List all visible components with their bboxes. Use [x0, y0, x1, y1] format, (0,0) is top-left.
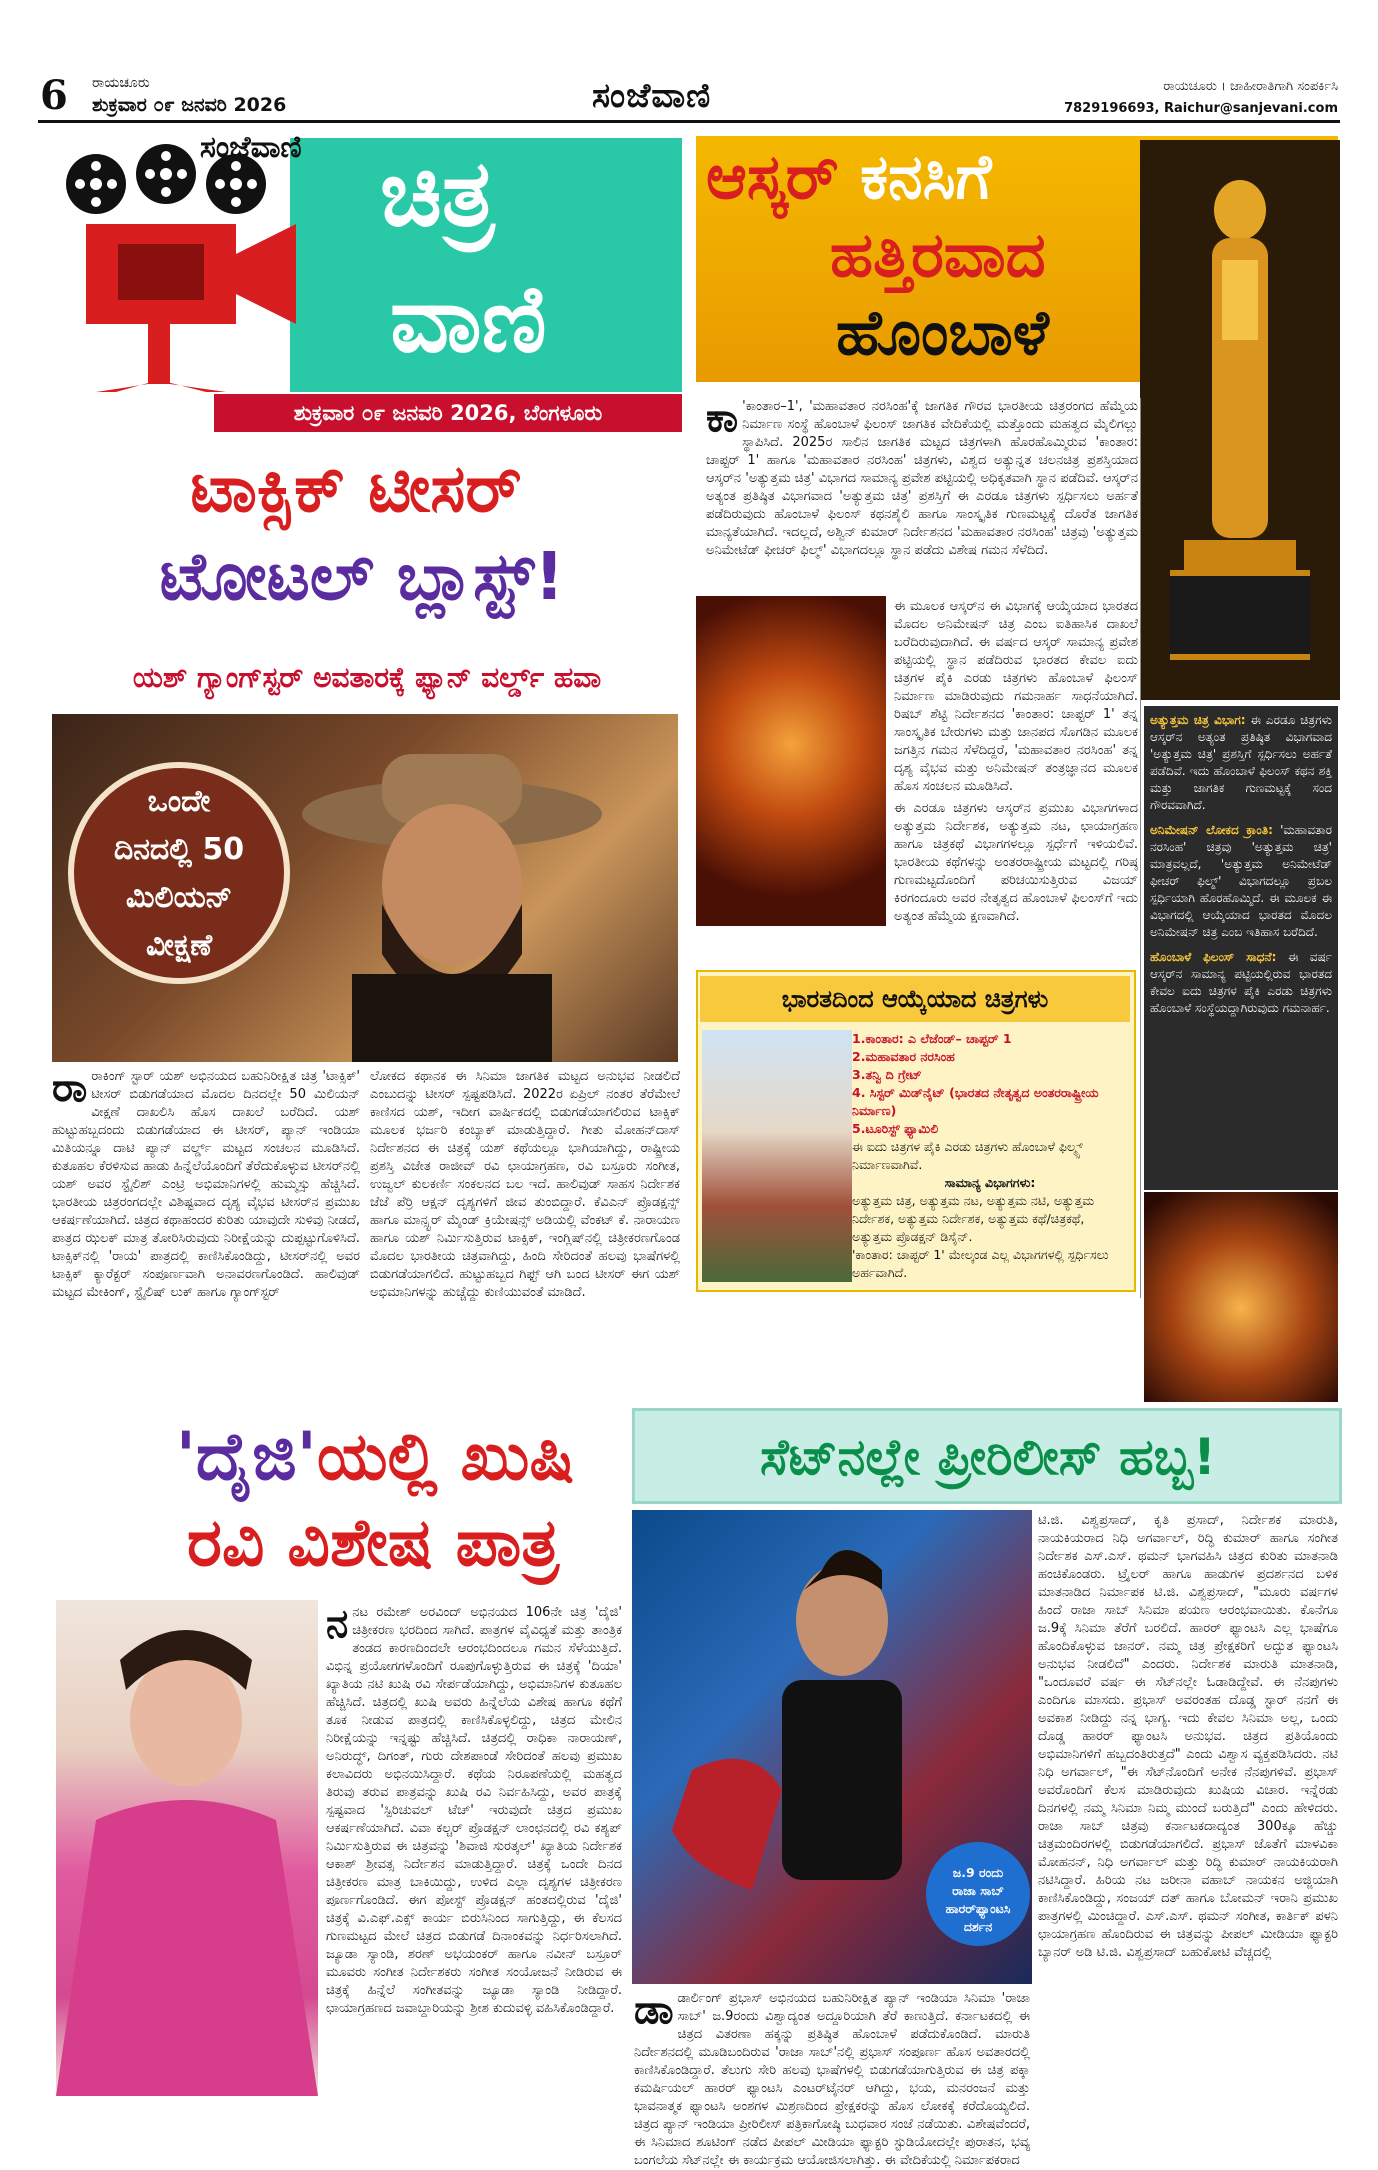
badge-line: ವೀಕ್ಷಣೆ — [145, 928, 213, 963]
badge-line: ಮಿಲಿಯನ್ — [125, 880, 233, 915]
list-item: 1.ಕಾಂತಾರ: ಎ ಲೆಜೆಂಡ್– ಚಾಪ್ಟರ್ 1 — [852, 1031, 1012, 1046]
toxic-column1 — [52, 1064, 360, 1390]
oscar-headline-line3: ಹೊಂಬಾಳೆ — [836, 296, 1049, 369]
setnalle-dropcap: ಡಾ — [634, 1986, 674, 2033]
sidebar-text-hombale: ಈ ವರ್ಷ ಆಸ್ಕರ್‌ನ ಸಾಮಾನ್ಯ ಪಟ್ಟಿಯಲ್ಲಿರುವ ಭಾರತದ ಕೇವಲ ಐದು ಚಿತ್ರಗಳ ಪೈಕಿ ಎರಡು ಚಿತ್ರಗಳು ಹೊಂಬಾಳೆ ಸಂಸ್ಥೆಯದ್ದಾಗಿರುವುದು ಗಮನಾರ್ಹ. — [1150, 950, 1332, 1015]
oscar-headline-line2: ಹತ್ತಿರವಾದ — [830, 218, 1046, 291]
masthead: ಸಂಜೆವಾಣಿ — [592, 76, 712, 116]
list-item: 5.ಟೂರಿಸ್ಟ್ ಫ್ಯಾಮಿಲಿ — [852, 1121, 939, 1136]
india-films-categories: ಅತ್ಯುತ್ತಮ ಚಿತ್ರ, ಅತ್ಯುತ್ತಮ ನಟ, ಅತ್ಯುತ್ತಮ ನಟಿ, ಅತ್ಯುತ್ತಮ ನಿರ್ದೇಶಕ, ಅತ್ಯುತ್ತಮ ನಿರ್ದೇಶಕ, ಅತ್ಯುತ್ತಮ ಕಥೆ/ಚಿತ್ರಕಥೆ, ಅತ್ಯುತ್ತಮ ಪ್ರೊಡಕ್ಷನ್ ಡಿಸೈನ್. — [852, 1193, 1095, 1244]
chitravani-date-strip: ಶುಕ್ರವಾರ ೦೯ ಜನವರಿ 2026, ಬೆಂಗಳೂರು — [214, 394, 682, 432]
daiji-article — [326, 1600, 622, 2134]
sidebar-heading-hombale: ಹೊಂಬಾಳೆ ಫಿಲಂಸ್ ಸಾಧನೆ: — [1150, 950, 1277, 964]
daiji-body-text: ನಟ ರಮೇಶ್ ಅರವಿಂದ್ ಅಭಿನಯದ 106ನೇ ಚಿತ್ರ 'ದೈಜಿ' ಚಿತ್ರೀಕರಣ ಭರದಿಂದ ಸಾಗಿದೆ. ಪಾತ್ರಗಳ ವೈವಿಧ್ಯತೆ ಮತ್ತು ತಾಂತ್ರಿಕ ತಂಡದ ಕಾರಣದಿಂದಲೇ ಆರಂಭದಿಂದಲೂ ಗಮನ ಸೆಳೆಯುತ್ತಿದೆ. ವಿಭಿನ್ನ ಪ್ರಯೋಗಗಳೊಂದಿಗೆ ರೂಪುಗೊಳ್ಳುತ್ತಿರುವ ಈ ಚಿತ್ರಕ್ಕೆ 'ದಿಯಾ' ಖ್ಯಾತಿಯ ನಟಿ ಖುಷಿ ರವಿ ಸೇರ್ಪಡೆಯಾಗಿದ್ದು, ಅಭಿಮಾನಿಗಳ ಕುತೂಹಲ ಹೆಚ್ಚಿಸಿದೆ. ಚಿತ್ರದಲ್ಲಿ ಖುಷಿ ಅವರು ಹಿನ್ನೆಲೆಯ ವಿಶೇಷ ಹಾಗೂ ಕಥೆಗೆ ತೂಕ ನೀಡುವ ಪಾತ್ರದಲ್ಲಿ ಕಾಣಿಸಿಕೊಳ್ಳಲಿದ್ದು, ಚಿತ್ರದ ಮೇಲಿನ ನಿರೀಕ್ಷೆಯನ್ನು ಇನ್ನಷ್ಟು ಹೆಚ್ಚಿಸಿದೆ. ಚಿತ್ರದಲ್ಲಿ ರಾಧಿಕಾ ನಾರಾಯಣ್, ಅನಿರುದ್ಧ್, ದಿಗಂತ್, ಗುರು ದೇಶಪಾಂಡೆ ಸೇರಿದಂತೆ ಹಲವು ಪ್ರಮುಖ ಕಲಾವಿದರು ಅಭಿನಯಿಸಿದ್ದಾರೆ. ಕಥೆಯ ನಿರೂಪಣೆಯಲ್ಲಿ ಮಹತ್ವದ ತಿರುವು ತರುವ ಪಾತ್ರವನ್ನು ಖುಷಿ ರವಿ ನಿರ್ವಹಿಸಿದ್ದು, ಅವರ ಪಾತ್ರಕ್ಕೆ ಸ್ಪಷ್ಟವಾದ 'ಸ್ಪಿರಿಚುವಲ್ ಟೆಚ್' ಇರುವುದೇ ಚಿತ್ರದ ಪ್ರಮುಖ ಆಕರ್ಷಣೆಯಾಗಿದೆ. ವಿವಾ ಕಲ್ಚರ್ ಪ್ರೊಡಕ್ಷನ್ ಲಾಂಛನದಲ್ಲಿ ರವಿ ಕಶ್ಯಪ್ ನಿರ್ಮಿಸುತ್ತಿರುವ ಈ ಚಿತ್ರವನ್ನು 'ಶಿವಾಜಿ ಸುರತ್ಕಲ್' ಖ್ಯಾತಿಯ ನಿರ್ದೇಶಕ ಆಕಾಶ್ ಶ್ರೀವತ್ಸ ನಿರ್ದೇಶನ ಮಾಡುತ್ತಿದ್ದಾರೆ. ಚಿತ್ರಕ್ಕೆ ಒಂದೇ ದಿನದ ಚಿತ್ರೀಕರಣ ಮಾತ್ರ ಬಾಕಿಯಿದ್ದು, ಉಳಿದ ಎಲ್ಲಾ ದೃಶ್ಯಗಳ ಚಿತ್ರೀಕರಣ ಪೂರ್ಣಗೊಂಡಿದೆ. ಈಗ ಪೋಸ್ಟ್ ಪ್ರೊಡಕ್ಷನ್ ಹಂತದಲ್ಲಿರುವ 'ದೈಜಿ' ಚಿತ್ರಕ್ಕೆ ವಿ.ಎಫ್.ಎಕ್ಸ್ ಕಾರ್ಯ ಬಿರುಸಿನಿಂದ ಸಾಗುತ್ತಿದ್ದು, ಈ ಕೆಲಸದ ಗುಣಮಟ್ಟದ ಮೇಲೆ ಚಿತ್ರದ ಬಿಡುಗಡೆ ದಿನಾಂಕವನ್ನು ನಿರ್ಧರಿಸಲಾಗಿದೆ. ಜ್ಯೂಡಾ ಸ್ಯಾಂಡಿ, ಶರಣ್ ಅಭಯಂಕರ್ ಹಾಗೂ ನವೀನ್ ಬಸ್ರೂರ್ ಮೂವರು ಸಂಗೀತ ನಿರ್ದೇಶಕರು ಸಂಗೀತ ಸಂಯೋಜನೆ ನೀಡಿರುವ ಈ ಚಿತ್ರಕ್ಕೆ ಹಿನ್ನೆಲೆ ಸಂಗೀತವನ್ನು ಜ್ಯೂಡಾ ಸ್ಯಾಂಡಿ ನೀಡಿದ್ದಾರೆ. ಛಾಯಾಗ್ರಹಣದ ಜವಾಬ್ದಾರಿಯನ್ನು ಶ್ರೀಶ ಕುದುವಳ್ಳಿ ವಹಿಸಿಕೊಂಡಿದ್ದಾರೆ. — [326, 1605, 622, 2016]
narasimha-poster-image — [1144, 1192, 1338, 1402]
oscar-statue-image — [1140, 140, 1340, 700]
chitravani-banner — [50, 130, 682, 392]
khushi-ravi-photo — [56, 1600, 318, 2096]
header-dateline — [92, 72, 286, 116]
list-item: 2.ಮಹಾವತಾರ ನರಸಿಂಹ — [852, 1049, 955, 1064]
toxic-subheadline: ಯಶ್ ಗ್ಯಾಂಗ್‌ಸ್ಟರ್ ಅವತಾರಕ್ಕೆ ಫ್ಯಾನ್ ವರ್ಲ್ಡ್ ಹವಾ — [132, 661, 602, 694]
sidebar-text-best-picture: ಈ ಎರಡೂ ಚಿತ್ರಗಳು ಆಸ್ಕರ್‌ನ ಅತ್ಯಂತ ಪ್ರತಿಷ್ಠಿತ ವಿಭಾಗವಾದ 'ಅತ್ಯುತ್ತಮ ಚಿತ್ರ' ಪ್ರಶಸ್ತಿಗೆ ಸ್ಪರ್ಧಿಸಲು ಅರ್ಹತೆ ಪಡೆದಿವೆ. ಇದು ಹೊಂಬಾಳೆ ಫಿಲಂಸ್ ಕಥನ ಶಕ್ತಿ ಮತ್ತು ಜಾಗತಿಕ ಗುಣಮಟ್ಟಕ್ಕೆ ಸಂದ ಗೌರವವಾಗಿದೆ. — [1150, 713, 1332, 812]
film-camera-icon — [56, 144, 306, 392]
oscar-body-text: 'ಕಾಂತಾರ–1', 'ಮಹಾವತಾರ ನರಸಿಂಹ'ಕ್ಕೆ ಜಾಗತಿಕ ಗೌರವ ಭಾರತೀಯ ಚಿತ್ರರಂಗದ ಹೆಮ್ಮೆಯ ನಿರ್ಮಾಣ ಸಂಸ್ಥೆ ಹೊಂಬಾಳೆ ಫಿಲಂಸ್ ಜಾಗತಿಕ ವೇದಿಕೆಯಲ್ಲಿ ಮತ್ತೊಂದು ಮಹತ್ವದ ಮೈಲಿಗಲ್ಲು ಸ್ಥಾಪಿಸಿದೆ. 2025ರ ಸಾಲಿನ ಜಾಗತಿಕ ಮಟ್ಟದ ಚಿತ್ರಗಳಾಗಿ ಹೊರಹೊಮ್ಮಿರುವ 'ಕಾಂತಾರ: ಚಾಪ್ಟರ್ 1' ಹಾಗೂ 'ಮಹಾವತಾರ ನರಸಿಂಹ' ಚಿತ್ರಗಳು, ವಿಶ್ವದ ಅತ್ಯುನ್ನತ ಚಲನಚಿತ್ರ ಪ್ರಶಸ್ತಿಯಾದ ಆಸ್ಕರ್‌ನ 'ಅತ್ಯುತ್ತಮ ಚಿತ್ರ' ವಿಭಾಗದ ಸಾಮಾನ್ಯ ಪ್ರವೇಶ ಪಟ್ಟಿಯಲ್ಲಿ ಅಧಿಕೃತವಾಗಿ ಸ್ಥಾನ ಪಡೆದಿವೆ. ಆಸ್ಕರ್‌ನ ಅತ್ಯಂತ ಪ್ರತಿಷ್ಠಿತ ವಿಭಾಗವಾದ 'ಅತ್ಯುತ್ತಮ ಚಿತ್ರ' ಪ್ರಶಸ್ತಿಗೆ ಈ ಎರಡೂ ಚಿತ್ರಗಳು ಸ್ಪರ್ಧಿಸಲು ಅರ್ಹತೆ ಪಡೆದಿರುವುದು ಹೊಂಬಾಳೆ ಫಿಲಂಸ್ ಕಥನಶೈಲಿ ಹಾಗೂ ಸಾಂಸ್ಕೃತಿಕ ಗುಣಮಟ್ಟಕ್ಕೆ ದೊರೆತ ಜಾಗತಿಕ ಮಾನ್ಯತೆಯಾಗಿದೆ. ಇದಲ್ಲದೆ, ಅಶ್ವಿನ್ ಕುಮಾರ್ ನಿರ್ದೇಶನದ 'ಮಹಾವತಾರ ನರಸಿಂಹ' ಚಿತ್ರವು 'ಅತ್ಯುತ್ತಮ ಅನಿಮೇಟೆಡ್ ಫೀಚರ್ ಫಿಲ್ಮ್' ವಿಭಾಗದಲ್ಲೂ ಸ್ಥಾನ ಪಡೆದು ವಿಶೇಷ ಗಮನ ಸೆಳೆದಿದೆ. — [706, 399, 1138, 558]
india-films-footnote: 'ಕಾಂತಾರ: ಚಾಪ್ಟರ್ 1' ಮೇಲ್ಕಂಡ ಎಲ್ಲ ವಿಭಾಗಗಳಲ್ಲಿ ಸ್ಪರ್ಧಿಸಲು ಅರ್ಹವಾಗಿದೆ. — [852, 1247, 1109, 1280]
oscar-dropcap: ಕಾ — [706, 394, 739, 441]
header-rule — [38, 120, 1340, 123]
toxic-body-col2: ಲೋಕದ ಕಥಾನಕ ಈ ಸಿನಿಮಾ ಜಾಗತಿಕ ಮಟ್ಟದ ಅನುಭವ ನೀಡಲಿದೆ ಎಂಬುದನ್ನು ಟೀಸರ್ ಸ್ಪಷ್ಟಪಡಿಸಿದೆ. 2022ರ ಏಪ್ರಿಲ್ ನಂತರ ತೆರೆಮೇಲೆ ಕಾಣಿಸದ ಯಶ್, ಇದೀಗ ವಾರ್ಷಿಕದಲ್ಲಿ ಬಿಡುಗಡೆಯಾಗಲಿರುವ ಟಾಕ್ಸಿಕ್ ಮೂಲಕ ಭರ್ಜರಿ ಕಂಬ್ಯಾಕ್ ಮಾಡುತ್ತಿದ್ದಾರೆ. ಗೀತು ಮೋಹನ್‌ದಾಸ್ ನಿರ್ದೇಶನದ ಈ ಚಿತ್ರಕ್ಕೆ ಯಶ್ ಕಥೆಯಲ್ಲೂ ಭಾಗಿಯಾಗಿದ್ದು, ರಾಷ್ಟ್ರೀಯ ಪ್ರಶಸ್ತಿ ವಿಜೇತ ರಾಜೀವ್ ರವಿ ಛಾಯಾಗ್ರಹಣ, ರವಿ ಬಸ್ರೂರು ಸಂಗೀತ, ಉಜ್ವಲ್ ಕುಲಕರ್ಣಿ ಸಂಕಲನದ ಬಲ ಇದೆ. ಹಾಲಿವುಡ್ ಸಾಹಸ ನಿರ್ದೇಶಕ ಜೆಜೆ ಪೆರ್ರಿ ಆಕ್ಷನ್ ದೃಶ್ಯಗಳಿಗೆ ಜೀವ ತುಂಬಿದ್ದಾರೆ. ಕೆವಿಎನ್ ಪ್ರೊಡಕ್ಷನ್ಸ್ ಹಾಗೂ ಮಾನ್ಸ್ಟರ್ ಮೈಂಡ್ ಕ್ರಿಯೇಷನ್ಸ್ ಅಡಿಯಲ್ಲಿ ವೆಂಕಟ್ ಕೆ. ನಾರಾಯಣ ಹಾಗೂ ಯಶ್ ನಿರ್ಮಿಸುತ್ತಿರುವ ಟಾಕ್ಸಿಕ್, ಇಂಗ್ಲಿಷ್‌ನಲ್ಲಿ ಚಿತ್ರೀಕರಣಗೊಂಡ ಮೊದಲ ಭಾರತೀಯ ಚಿತ್ರವಾಗಿದ್ದು, ಹಿಂದಿ ಸೇರಿದಂತೆ ಹಲವು ಭಾಷೆಗಳಲ್ಲಿ ಬಿಡುಗಡೆಯಾಗಲಿದೆ. ಹುಟ್ಟುಹಬ್ಬದ ಗಿಫ್ಟ್ ಆಗಿ ಬಂದ ಟೀಸರ್ ಈಗ ಯಶ್ ಅಭಿಮಾನಿಗಳನ್ನು ಹುಚ್ಚೆದ್ದು ಕುಣಿಯುವಂತೆ ಮಾಡಿದೆ. — [370, 1069, 680, 1300]
india-films-list — [852, 1030, 1128, 1282]
column-divider — [1140, 398, 1141, 1298]
india-films-note: ಈ ಐದು ಚಿತ್ರಗಳ ಪೈಕಿ ಎರಡು ಚಿತ್ರಗಳು ಹೊಂಬಾಳೆ ಫಿಲ್ಮ್ಸ್ ನಿರ್ಮಾಣವಾಗಿವೆ. — [852, 1139, 1083, 1172]
india-films-subheading: ಸಾಮಾನ್ಯ ವಿಭಾಗಗಳು: — [944, 1175, 1036, 1190]
daiji-title-word: 'ದೈಜಿ' — [175, 1418, 317, 1495]
kantara-poster-image — [696, 596, 886, 926]
badge-line: ದಿನದಲ್ಲಿ 50 — [113, 832, 245, 867]
oscar-headline-word2: ಕನಸಿಗೆ — [860, 140, 992, 213]
daiji-dropcap: ನ — [326, 1600, 349, 1647]
portrait-illustration — [56, 1600, 318, 2096]
oscar-headline-line1 — [706, 140, 992, 214]
oscar-headline-word1: ಆಸ್ಕರ್ — [706, 140, 839, 213]
badge-line: ರಾಜಾ ಸಾಬ್ — [952, 1883, 1004, 1898]
oscar-body-text2: ಈ ಮೂಲಕ ಆಸ್ಕರ್‌ನ ಈ ವಿಭಾಗಕ್ಕೆ ಆಯ್ಕೆಯಾದ ಭಾರತದ ಮೊದಲ ಅನಿಮೇಷನ್ ಚಿತ್ರ ಎಂಬ ಐತಿಹಾಸಿಕ ದಾಖಲೆ ಬರೆದಿರುವುದಾಗಿದೆ. ಈ ವರ್ಷದ ಆಸ್ಕರ್ ಸಾಮಾನ್ಯ ಪ್ರವೇಶ ಪಟ್ಟಿಯಲ್ಲಿ ಸ್ಥಾನ ಪಡೆದಿರುವ ಭಾರತದ ಕೇವಲ ಐದು ಚಿತ್ರಗಳ ಪೈಕಿ ಎರಡು ಚಿತ್ರಗಳು ಹೊಂಬಾಳೆ ಫಿಲಂಸ್ ನಿರ್ಮಾಣ ಮಾಡಿರುವುದು ಗಮನಾರ್ಹ ಸಾಧನೆಯಾಗಿದೆ. ರಿಷಬ್ ಶೆಟ್ಟಿ ನಿರ್ದೇಶನದ 'ಕಾಂತಾರ: ಚಾಪ್ಟರ್ 1' ತನ್ನ ಸಾಂಸ್ಕೃತಿಕ ಬೇರುಗಳು ಮತ್ತು ಜಾನಪದ ಸೊಗಡಿನ ಮೂಲಕ ಜಗತ್ತಿನ ಗಮನ ಸೆಳೆದಿದ್ದರೆ, 'ಮಹಾವತಾರ ನರಸಿಂಹ' ತನ್ನ ದೃಶ್ಯ ವೈಭವ ಮತ್ತು ಅನಿಮೇಷನ್ ತಂತ್ರಜ್ಞಾನದ ಮೂಲಕ ಹೊಸ ಸಂಚಲನ ಮೂಡಿಸಿದೆ. — [894, 599, 1138, 794]
setnalle-bottom-text: ಡಾರ್ಲಿಂಗ್ ಪ್ರಭಾಸ್ ಅಭಿನಯದ ಬಹುನಿರೀಕ್ಷಿತ ಪ್ಯಾನ್ ಇಂಡಿಯಾ ಸಿನಿಮಾ 'ರಾಜಾ ಸಾಬ್' ಜ.9ರಂದು ವಿಶ್ವಾದ್ಯಂತ ಅದ್ದೂರಿಯಾಗಿ ತೆರೆ ಕಾಣುತ್ತಿದೆ. ಕರ್ನಾಟಕದಲ್ಲಿ ಈ ಚಿತ್ರದ ವಿತರಣಾ ಹಕ್ಕನ್ನು ಪ್ರತಿಷ್ಠಿತ ಹೊಂಬಾಳೆ ಪಡೆದುಕೊಂಡಿದೆ. ಮಾರುತಿ ನಿರ್ದೇಶನದಲ್ಲಿ ಮೂಡಿಬಂದಿರುವ 'ರಾಜಾ ಸಾಬ್'ನಲ್ಲಿ ಪ್ರಭಾಸ್ ಸಂಪೂರ್ಣ ಹೊಸ ಅವತಾರದಲ್ಲಿ ಕಾಣಿಸಿಕೊಂಡಿದ್ದಾರೆ. ತೆಲುಗು ಸೇರಿ ಹಲವು ಭಾಷೆಗಳಲ್ಲಿ ಬಿಡುಗಡೆಯಾಗುತ್ತಿರುವ ಈ ಚಿತ್ರ ಪಕ್ಕಾ ಕಮರ್ಷಿಯಲ್ ಹಾರರ್ ಫ್ಯಾಂಟಸಿ ಎಂಟರ್‌ಟೈನರ್ ಆಗಿದ್ದು, ಭಯ, ಮನರಂಜನೆ ಮತ್ತು ಭಾವನಾತ್ಮಕ ಫ್ಯಾಂಟಸಿ ಅಂಶಗಳ ಮಿಶ್ರಣದಿಂದ ಪ್ರೇಕ್ಷಕರನ್ನು ಹೊಸ ಲೋಕಕ್ಕೆ ಕರೆದೊಯ್ಯಲಿದೆ. ಚಿತ್ರದ ಪ್ಯಾನ್ ಇಂಡಿಯಾ ಪ್ರೀರಿಲೀಸ್ ಪತ್ರಿಕಾಗೋಷ್ಠಿ ಬುಧವಾರ ಸಂಜೆ ನಡೆಯಿತು. ವಿಶೇಷವೆಂದರೆ, ಈ ಸಿನಿಮಾದ ಶೂಟಿಂಗ್ ನಡೆದ ಪೀಪಲ್ ಮೀಡಿಯಾ ಫ್ಯಾಕ್ಟರಿ ಸ್ಟುಡಿಯೋದಲ್ಲೇ ಪುರಾತನ, ಭವ್ಯ ಬಂಗಲೆಯ ಸೆಟ್‌ನಲ್ಲೇ ಈ ಕಾರ್ಯಕ್ರಮ ಆಯೋಜಿಸಲಾಗಿತ್ತು. ಈ ವೇದಿಕೆಯಲ್ಲಿ ನಿರ್ಮಾಪಕರಾದ — [634, 1991, 1030, 2168]
release-date-badge — [926, 1842, 1030, 1946]
setnalle-bottom-column — [634, 1986, 1030, 2168]
oscar-sidebar — [1144, 706, 1338, 1190]
toxic-body-col1: ರಾಕಿಂಗ್ ಸ್ಟಾರ್ ಯಶ್ ಅಭಿನಯದ ಬಹುನಿರೀಕ್ಷಿತ ಚಿತ್ರ 'ಟಾಕ್ಸಿಕ್' ಟೀಸರ್ ಬಿಡುಗಡೆಯಾದ ಮೊದಲ ದಿನದಲ್ಲೇ 50 ಮಿಲಿಯನ್ ವೀಕ್ಷಣೆ ದಾಖಲಿಸಿ ಹೊಸ ದಾಖಲೆ ಬರೆದಿದೆ. ಯಶ್ ಹುಟ್ಟುಹಬ್ಬದಂದು ಬಿಡುಗಡೆಯಾದ ಈ ಟೀಸರ್, ಪ್ಯಾನ್ ಇಂಡಿಯಾ ಮಿತಿಯನ್ನೂ ದಾಟಿ ಪ್ಯಾನ್ ವರ್ಲ್ಡ್ ಮಟ್ಟದ ಸಂಚಲನ ಮೂಡಿಸಿದೆ. ಕುತೂಹಲ ಕೆರಳಿಸುವ ಹಾಡು ಹಿನ್ನೆಲೆಯೊಂದಿಗೆ ತೆರೆದುಕೊಳ್ಳುವ ಟೀಸರ್‌ನಲ್ಲಿ ಯಶ್ ಅವರ ಸ್ಟೈಲಿಶ್ ಎಂಟ್ರಿ ಅಭಿಮಾನಿಗಳಲ್ಲಿ ಹುಮ್ಮಸ್ಸು ಹೆಚ್ಚಿಸಿದೆ. ಭಾರತೀಯ ಚಿತ್ರರಂಗದಲ್ಲೇ ವಿಶಿಷ್ಟವಾದ ದೃಶ್ಯ ವೈಭವ ಟೀಸರ್‌ನ ಪ್ರಮುಖ ಆಕರ್ಷಣೆಯಾಗಿದೆ. ಚಿತ್ರದ ಕಥಾಹಂದರ ಕುರಿತು ಯಾವುದೇ ಸುಳಿವು ನೀಡದೆ, ಪಾತ್ರದ ಝಲಕ್ ಮಾತ್ರ ತೋರಿಸಿರುವುದು ನಿರೀಕ್ಷೆಯನ್ನು ದುಪ್ಪಟ್ಟುಗೊಳಿಸಿದೆ. ಟಾಕ್ಸಿಕ್‌ನಲ್ಲಿ 'ರಾಯ' ಪಾತ್ರದಲ್ಲಿ ಕಾಣಿಸಿಕೊಂಡಿದ್ದು, ಟೀಸರ್‌ನಲ್ಲಿ ಅವರ ಟಾಕ್ಸಿಕ್ ಕ್ಯಾರೆಕ್ಟರ್ ಸಂಪೂರ್ಣವಾಗಿ ಅನಾವರಣಗೊಂಡಿದೆ. ಹಾಲಿವುಡ್ ಮಟ್ಟದ ಮೇಕಿಂಗ್, ಸ್ಟೈಲಿಷ್ ಲುಕ್ ಹಾಗೂ ಗ್ಯಾಂಗ್‌ಸ್ಟರ್ — [52, 1069, 360, 1300]
toxic-headline-line2: ಟೋಟಲ್ ಬ್ಲಾಸ್ಟ್! — [159, 538, 565, 615]
views-badge — [68, 762, 290, 984]
edition-name: ರಾಯಚೂರು — [92, 75, 150, 91]
badge-line: ಒಂದೇ — [147, 784, 211, 819]
daiji-headline-line1 — [60, 1414, 690, 1500]
setnalle-right-column — [1038, 1512, 1338, 2112]
sidebar-heading-best-picture: ಅತ್ಯುತ್ತಮ ಚಿತ್ರ ವಿಭಾಗ: — [1150, 713, 1246, 727]
page-number: 6 — [40, 72, 68, 119]
header-contact — [1064, 76, 1338, 120]
setnalle-headline: ಸೆಟ್‌ನಲ್ಲೇ ಪ್ರೀರಿಲೀಸ್ ಹಬ್ಬ! — [760, 1428, 1216, 1486]
badge-line: ಜ.9 ರಂದು — [952, 1865, 1004, 1880]
chitravani-logo: ಸಂಜೆವಾಣಿ — [200, 130, 302, 165]
daiji-headline-rest: ಯಲ್ಲಿ ಖುಷಿ — [316, 1418, 575, 1495]
oscar-body-text3: ಈ ಎರಡೂ ಚಿತ್ರಗಳು ಆಸ್ಕರ್‌ನ ಪ್ರಮುಖ ವಿಭಾಗಗಳಾದ ಅತ್ಯುತ್ತಮ ನಿರ್ದೇಶಕ, ಅತ್ಯುತ್ತಮ ನಟ, ಛಾಯಾಗ್ರಹಣ ಹಾಗೂ ಚಿತ್ರಕಥೆ ವಿಭಾಗಗಳಲ್ಲೂ ಸ್ಪರ್ಧೆಗೆ ಇಳಿಯಲಿವೆ. ಭಾರತೀಯ ಕಥೆಗಳನ್ನು ಅಂತರರಾಷ್ಟ್ರೀಯ ಮಟ್ಟದಲ್ಲಿ ಗರಿಷ್ಠ ಗುಣಮಟ್ಟದೊಂದಿಗೆ ಪರಿಚಯಿಸುತ್ತಿರುವ ವಿಜಯ್ ಕಿರಗಂದೂರು ಅವರ ನೇತೃತ್ವದ ಹೊಂಬಾಳೆ ಫಿಲಂಸ್‌ಗೆ ಇದು ಅತ್ಯಂತ ಹೆಮ್ಮೆಯ ಕ್ಷಣವಾಗಿದೆ. — [894, 801, 1138, 924]
daiji-headline-line2: ರವಿ ವಿಶೇಷ ಪಾತ್ರ — [186, 1504, 560, 1581]
oscar-article-lead — [706, 394, 1138, 596]
sidebar-heading-animation: ಅನಿಮೇಷನ್ ಲೋಕದ ಕ್ರಾಂತಿ: — [1150, 823, 1273, 837]
badge-line: ಹಾರರ್‌ಫ್ಯಾಂಟಸಿ — [945, 1901, 1011, 1916]
issue-date: ಶುಕ್ರವಾರ ೦೯ ಜನವರಿ 2026 — [92, 94, 287, 116]
setnalle-right-text: ಟಿ.ಜಿ. ವಿಶ್ವಪ್ರಸಾದ್, ಕೃತಿ ಪ್ರಸಾದ್, ನಿರ್ದೇಶಕ ಮಾರುತಿ, ನಾಯಕಿಯರಾದ ನಿಧಿ ಅಗರ್ವಾಲ್, ರಿದ್ಧಿ ಕುಮಾರ್ ಹಾಗೂ ಸಂಗೀತ ನಿರ್ದೇಶಕ ಎಸ್.ಎಸ್. ಥಮನ್ ಭಾಗವಹಿಸಿ ಚಿತ್ರದ ಕುರಿತು ಮಾತನಾಡಿ ಹಂಚಿಕೊಂಡರು. ಟ್ರೈಲರ್ ಹಾಗೂ ಹಾಡುಗಳ ಪ್ರದರ್ಶನದ ಬಳಿಕ ಮಾತನಾಡಿದ ನಿರ್ಮಾಪಕ ಟಿ.ಜಿ. ವಿಶ್ವಪ್ರಸಾದ್, "ಮೂರು ವರ್ಷಗಳ ಹಿಂದೆ ರಾಜಾ ಸಾಬ್ ಸಿನಿಮಾ ಪಯಣ ಆರಂಭವಾಯಿತು. ಕೊನೆಗೂ ಜ.9ಕ್ಕೆ ಸಿನಿಮಾ ತೆರೆಗೆ ಬರಲಿದೆ. ಹಾರರ್ ಫ್ಯಾಂಟಸಿ ಎಲ್ಲ ಭಾಷೆಗೂ ಹೊಂದಿಕೊಳ್ಳುವ ಜಾನರ್. ನಮ್ಮ ಚಿತ್ರ ಪ್ರೇಕ್ಷಕರಿಗೆ ಅದ್ಭುತ ಫ್ಯಾಂಟಸಿ ಅನುಭವ ನೀಡಲಿದೆ" ಎಂದರು. ನಿರ್ದೇಶಕ ಮಾರುತಿ ಮಾತನಾಡಿ, "ಒಂದೂವರೆ ವರ್ಷ ಈ ಸೆಟ್‌ನಲ್ಲೇ ಓಡಾಡಿದ್ದೇವೆ. ಈ ನೆನಪುಗಳು ಎಂದಿಗೂ ಮಾಸದು. ಪ್ರಭಾಸ್ ಅವರಂತಹ ದೊಡ್ಡ ಸ್ಟಾರ್ ನನಗೆ ಈ ಅವಕಾಶ ನೀಡಿದ್ದು ನನ್ನ ಭಾಗ್ಯ. ಇದು ಕೇವಲ ಸಿನಿಮಾ ಅಲ್ಲ, ಒಂದು ದೊಡ್ಡ ಹಾರರ್ ಫ್ಯಾಂಟಸಿ ಅನುಭವ. ಚಿತ್ರದ ಪ್ರತಿಯೊಂದು ಅಭಿಮಾನಿಗಳಿಗೆ ಹಬ್ಬದಂತಿರುತ್ತದೆ" ಎಂದು ವಿಶ್ವಾಸ ವ್ಯಕ್ತಪಡಿಸಿದರು. ನಟಿ ನಿಧಿ ಅಗರ್ವಾಲ್, "ಈ ಸೆಟ್‌ನೊಂದಿಗೆ ಅನೇಕ ನೆನಪುಗಳಿವೆ. ಪ್ರಭಾಸ್ ಅವರೊಂದಿಗೆ ಕೆಲಸ ಮಾಡಿರುವುದು ಖುಷಿಯ ವಿಚಾರ. ಇನ್ನೆರಡು ದಿನಗಳಲ್ಲಿ ನಮ್ಮ ಸಿನಿಮಾ ನಿಮ್ಮ ಮುಂದೆ ಬರುತ್ತಿದೆ" ಎಂದು ಹೇಳಿದರು. ರಾಜಾ ಸಾಬ್ ಚಿತ್ರವು ಕರ್ನಾಟಕದಾದ್ಯಂತ 300ಕ್ಕೂ ಹೆಚ್ಚು ಚಿತ್ರಮಂದಿರಗಳಲ್ಲಿ ಬಿಡುಗಡೆಯಾಗಲಿದೆ. ಪ್ರಭಾಸ್ ಜೊತೆಗೆ ಮಾಳವಿಕಾ ಮೋಹನನ್, ನಿಧಿ ಅಗರ್ವಾಲ್ ಮತ್ತು ರಿದ್ಧಿ ಕುಮಾರ್ ನಾಯಕಿಯರಾಗಿ ನಟಿಸಿದ್ದಾರೆ. ಹಿರಿಯ ನಟ ಜರೀನಾ ವಹಾಬ್ ನಾಯಕನ ಅಜ್ಜಿಯಾಗಿ ಕಾಣಿಸಿಕೊಂಡಿದ್ದು, ಸಂಜಯ್ ದತ್ ಹಾಗೂ ಬೋಮನ್ ಇರಾನಿ ಪ್ರಮುಖ ಪಾತ್ರಗಳಲ್ಲಿ ಮಿಂಚಿದ್ದಾರೆ. ಎಸ್.ಎಸ್. ಥಮನ್ ಸಂಗೀತ, ಕಾರ್ತಿಕ್ ಪಳನಿ ಛಾಯಾಗ್ರಹಣ ಹೊಂದಿರುವ ಈ ಚಿತ್ರವನ್ನು ಪೀಪಲ್ ಮೀಡಿಯಾ ಫ್ಯಾಕ್ಟರಿ ಬ್ಯಾನರ್ ಅಡಿ ಟಿ.ಜಿ. ವಿಶ್ವಪ್ರಸಾದ್ ಬಹುಕೋಟಿ ವೆಚ್ಚದಲ್ಲಿ — [1038, 1513, 1338, 1960]
oscar-article-continue — [894, 598, 1138, 964]
india-films-title: ಭಾರತದಿಂದ ಆಯ್ಕೆಯಾದ ಚಿತ್ರಗಳು — [700, 976, 1130, 1022]
toxic-headline-line1: ಟಾಕ್ಸಿಕ್ ಟೀಸರ್ — [190, 450, 522, 527]
toxic-dropcap: ರಾ — [52, 1064, 88, 1111]
chitravani-word-vani: ವಾಣಿ — [390, 266, 547, 373]
header-contact-line1: ರಾಯಚೂರು । ಜಾಹೀರಾತಿಗಾಗಿ ಸಂಪರ್ಕಿಸಿ — [1163, 79, 1338, 94]
badge-line: ದರ್ಶನ — [963, 1919, 993, 1934]
sidebar-text-animation: 'ಮಹಾವತಾರ ನರಸಿಂಹ' ಚಿತ್ರವು 'ಅತ್ಯುತ್ತಮ ಚಿತ್ರ' ಮಾತ್ರವಲ್ಲದೆ, 'ಅತ್ಯುತ್ತಮ ಅನಿಮೇಟೆಡ್ ಫೀಚರ್ ಫಿಲ್ಮ್' ವಿಭಾಗದಲ್ಲೂ ಪ್ರಬಲ ಸ್ಪರ್ಧಿಯಾಗಿ ಹೊರಹೊಮ್ಮಿದೆ. ಈ ಮೂಲಕ ಈ ವಿಭಾಗದಲ್ಲಿ ಆಯ್ಕೆಯಾದ ಭಾರತದ ಮೊದಲ ಅನಿಮೇಷನ್ ಚಿತ್ರ ಎಂಬ ಇತಿಹಾಸ ಬರೆದಿದೆ. — [1150, 823, 1332, 939]
list-item: 3.ತನ್ವಿ ದಿ ಗ್ರೇಟ್ — [852, 1067, 922, 1082]
list-item: 4. ಸಿಸ್ಟರ್ ಮಿಡ್‌ನೈಟ್ (ಭಾರತದ ನೇತೃತ್ವದ ಅಂತರರಾಷ್ಟ್ರೀಯ ನಿರ್ಮಾಣ) — [852, 1085, 1099, 1118]
chitravani-word-chitra: ಚಿತ್ರ — [380, 140, 495, 247]
tanvi-poster-image — [702, 1030, 852, 1282]
toxic-column2 — [370, 1068, 680, 1390]
header-contact-line2: 7829196693, Raichur@sanjevani.com — [1064, 101, 1338, 116]
